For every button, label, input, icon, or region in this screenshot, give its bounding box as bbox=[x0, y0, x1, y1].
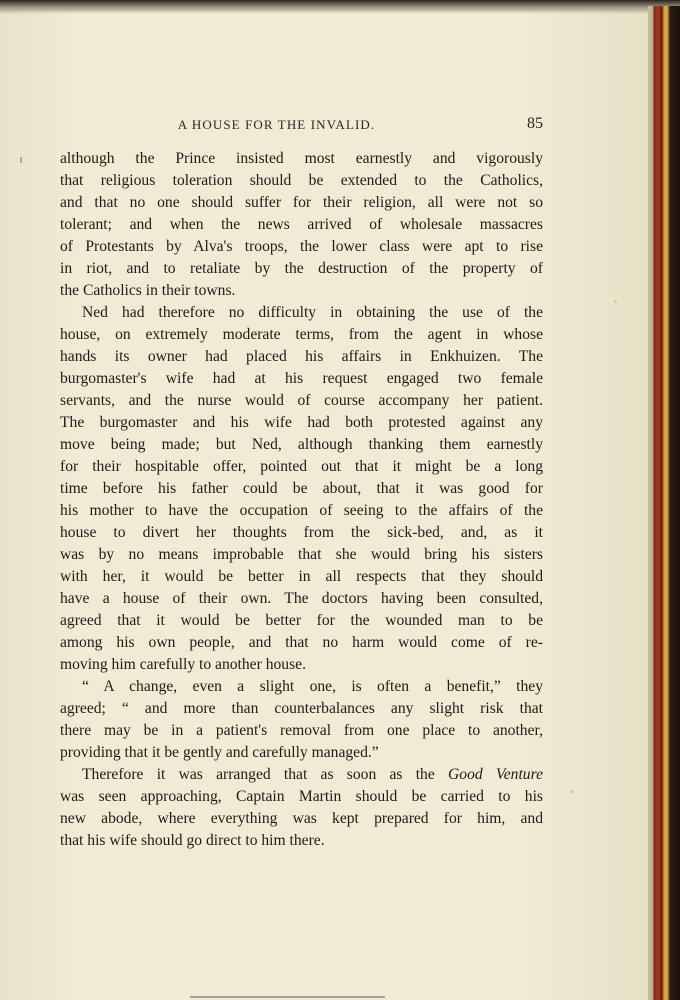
bottom-rule bbox=[190, 996, 385, 998]
text-line: house to divert her thoughts from the sick-bed, and, as it bbox=[60, 524, 543, 541]
text-line: house, on extremely moderate terms, from the agent in whose bbox=[60, 326, 543, 343]
text-line: move being made; but Ned, although thanking them earnestly bbox=[60, 436, 543, 453]
text-fragment: Therefore it was arranged that as soon as the bbox=[82, 766, 435, 783]
text-line: The burgomaster and his wife had both protested against any bbox=[60, 414, 543, 431]
text-line: providing that it be gently and carefully managed.” bbox=[60, 744, 379, 761]
text-line: of Protestants by Alva's troops, the lower class were apt to rise bbox=[60, 238, 543, 255]
page-header bbox=[60, 117, 543, 137]
text-line: servants, and the nurse would of course accompany her patient. bbox=[60, 392, 543, 409]
text-line: agreed that it would be better for the wounded man to be bbox=[60, 612, 543, 629]
text-line: his mother to have the occupation of seeing to the affairs of the bbox=[60, 502, 543, 519]
text-line: Ned had therefore no difficulty in obtaining the use of the bbox=[82, 304, 543, 321]
page-number: 85 bbox=[527, 115, 543, 132]
text-line: with her, it would be better in all respects that they should bbox=[60, 568, 543, 585]
text-line: time before his father could be about, that it was good for bbox=[60, 480, 543, 497]
paper-speck bbox=[570, 790, 573, 793]
text-line: that his wife should go direct to him there. bbox=[60, 832, 325, 849]
text-line: moving him carefully to another house. bbox=[60, 656, 306, 673]
book-binding-edge bbox=[648, 6, 680, 1000]
ship-name: Good Venture bbox=[448, 766, 543, 783]
text-line: among his own people, and that no harm would come of re- bbox=[60, 634, 543, 651]
body-text bbox=[60, 148, 543, 852]
text-line: the Catholics in their towns. bbox=[60, 282, 236, 299]
text-line: “ A change, even a slight one, is often a benefit,” they bbox=[82, 678, 543, 695]
text-line: for their hospitable offer, pointed out that it might be a long bbox=[60, 458, 543, 475]
text-line: hands its owner had placed his affairs in Enkhuizen. The bbox=[60, 348, 543, 365]
text-line: have a house of their own. The doctors having been consulted, bbox=[60, 590, 543, 607]
text-line: was seen approaching, Captain Martin should be carried to his bbox=[60, 788, 543, 805]
text-line: and that no one should suffer for their religion, all were not so bbox=[60, 194, 543, 211]
text-line: although the Prince insisted most earnestly and vigorously bbox=[60, 150, 543, 167]
text-line: in riot, and to retaliate by the destruction of the property of bbox=[60, 260, 543, 277]
text-line: was by no means improbable that she would bring his sisters bbox=[60, 546, 543, 563]
text-line: there may be in a patient's removal from one place to another, bbox=[60, 722, 543, 739]
text-line: tolerant; and when the news arrived of wholesale massacres bbox=[60, 216, 543, 233]
text-line: that religious toleration should be extended to the Catholics, bbox=[60, 172, 543, 189]
running-head: A HOUSE FOR THE INVALID. bbox=[177, 117, 376, 132]
text-line: burgomaster's wife had at his request engaged two female bbox=[60, 370, 543, 387]
text-line bbox=[60, 764, 543, 786]
top-edge-shadow bbox=[0, 0, 680, 14]
text-line: agreed; “ and more than counterbalances any slight risk that bbox=[60, 700, 543, 717]
text-line: new abode, where everything was kept prepared for him, and bbox=[60, 810, 543, 827]
margin-mark bbox=[20, 157, 22, 163]
paper-speck bbox=[614, 300, 617, 303]
